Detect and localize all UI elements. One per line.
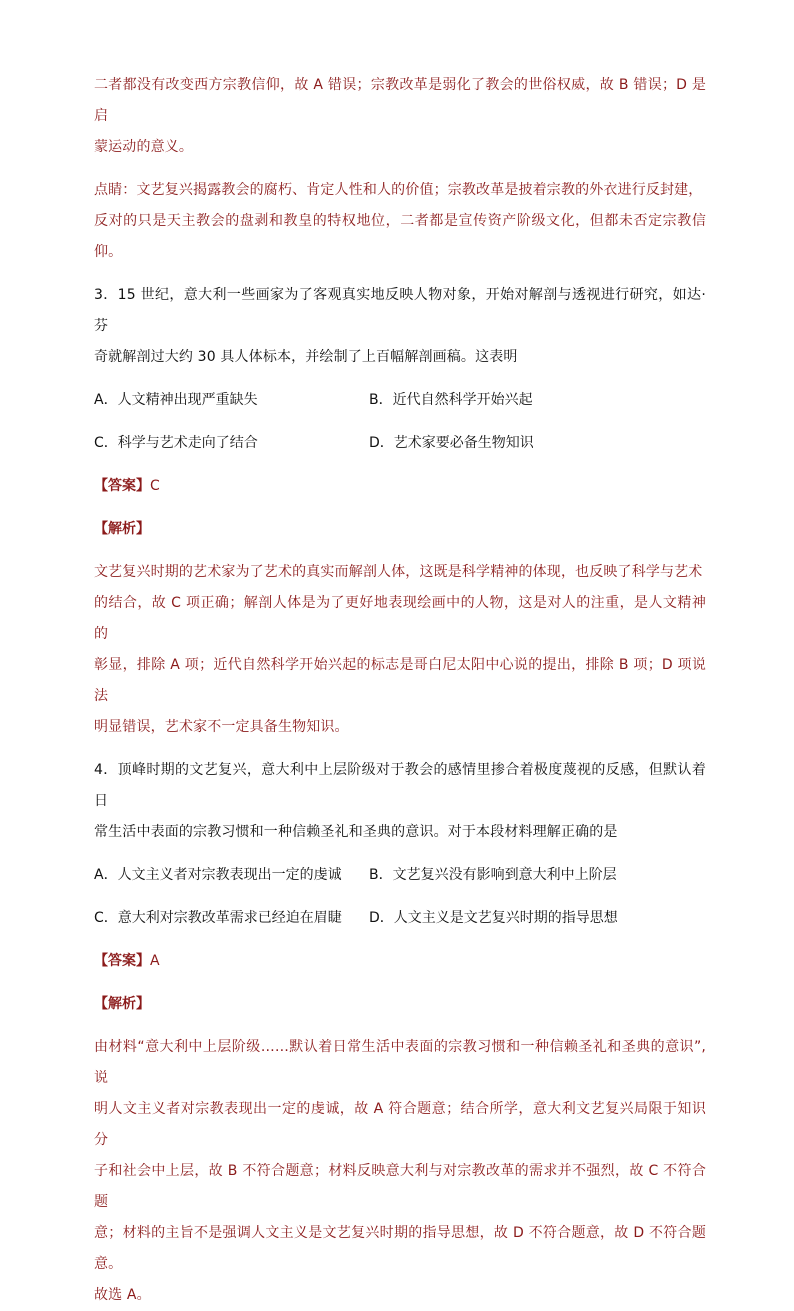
question-4-answer-value: A <box>150 953 160 969</box>
question-3-analysis <box>94 557 706 743</box>
prev-tip-line-2: 反对的只是天主教会的盘剥和教皇的特权地位，二者都是宣传资产阶级文化，但都未否定宗教信仰。 <box>94 213 706 260</box>
question-4-analysis-label: 【解析】 <box>94 996 150 1012</box>
question-3-answer-value: C <box>150 478 160 494</box>
question-4-analysis <box>94 1032 706 1311</box>
prev-explanation-line-1: 二者都没有改变西方宗教信仰，故 A 错误；宗教改革是弱化了教会的世俗权威，故 B 错误；D 是启 <box>94 77 706 124</box>
question-4-options-row-1 <box>94 860 706 891</box>
question-4-stem-line-1: 4．顶峰时期的文艺复兴，意大利中上层阶级对于教会的感情里掺合着极度蔑视的反感，但默认着日 <box>94 762 706 809</box>
question-3-analysis-line-4: 明显错误，艺术家不一定具备生物知识。 <box>94 719 349 735</box>
document-page <box>94 70 706 1311</box>
prev-tip <box>94 175 706 268</box>
question-4-options-row-2 <box>94 903 706 934</box>
question-4-answer-label: 【答案】 <box>94 953 150 969</box>
question-4-option-c: C．意大利对宗教改革需求已经迫在眉睫 <box>94 910 342 926</box>
question-3-option-c: C．科学与艺术走向了结合 <box>94 435 258 451</box>
prev-tip-line-1: 点睛：文艺复兴揭露教会的腐朽、肯定人性和人的价值；宗教改革是披着宗教的外衣进行反封建， <box>94 182 703 198</box>
question-4-analysis-line-1: 由材料“意大利中上层阶级……默认着日常生活中表面的宗教习惯和一种信赖圣礼和圣典的意识”,说 <box>94 1039 706 1086</box>
question-3-analysis-label: 【解析】 <box>94 521 150 537</box>
question-3-options-row-1 <box>94 385 706 416</box>
prev-explanation <box>94 70 706 163</box>
question-4 <box>94 755 706 1311</box>
question-4-option-d: D．人文主义是文艺复兴时期的指导思想 <box>369 910 618 926</box>
question-4-analysis-line-4: 意；材料的主旨不是强调人文主义是文艺复兴时期的指导思想，故 D 不符合题意，故 D 不符合题意。 <box>94 1225 706 1272</box>
question-3-options-row-2 <box>94 428 706 459</box>
question-3-option-b: B．近代自然科学开始兴起 <box>369 392 533 408</box>
question-3-answer <box>94 471 706 502</box>
question-3-answer-label: 【答案】 <box>94 478 150 494</box>
question-3-analysis-line-1: 文艺复兴时期的艺术家为了艺术的真实而解剖人体，这既是科学精神的体现，也反映了科学与艺术 <box>94 564 703 580</box>
question-3 <box>94 280 706 743</box>
question-4-analysis-line-2: 明人文主义者对宗教表现出一定的虔诚，故 A 符合题意；结合所学，意大利文艺复兴局限于知识分 <box>94 1101 706 1148</box>
question-3-option-a: A．人文精神出现严重缺失 <box>94 392 258 408</box>
question-3-option-d: D．艺术家要必备生物知识 <box>369 435 534 451</box>
question-3-analysis-line-2: 的结合，故 C 项正确；解剖人体是为了更好地表现绘画中的人物，这是对人的注重，是人文精神的 <box>94 595 706 642</box>
question-4-option-a: A．人文主义者对宗教表现出一定的虔诚 <box>94 867 342 883</box>
question-3-stem-line-1: 3．15 世纪，意大利一些画家为了客观真实地反映人物对象，开始对解剖与透视进行研究，如达·芬 <box>94 287 706 334</box>
question-4-answer <box>94 946 706 977</box>
question-4-analysis-line-5: 故选 A。 <box>94 1287 151 1303</box>
question-3-stem-line-2: 奇就解剖过大约 30 具人体标本，并绘制了上百幅解剖画稿。这表明 <box>94 349 518 365</box>
question-3-analysis-line-3: 彰显，排除 A 项；近代自然科学开始兴起的标志是哥白尼太阳中心说的提出，排除 B 项；D 项说法 <box>94 657 706 704</box>
prev-explanation-line-2: 蒙运动的意义。 <box>94 139 194 155</box>
question-4-analysis-line-3: 子和社会中上层，故 B 不符合题意；材料反映意大利与对宗教改革的需求并不强烈，故 C 不符合题 <box>94 1163 706 1210</box>
question-4-stem-line-2: 常生活中表面的宗教习惯和一种信赖圣礼和圣典的意识。对于本段材料理解正确的是 <box>94 824 618 840</box>
question-4-option-b: B．文艺复兴没有影响到意大利中上阶层 <box>369 867 617 883</box>
